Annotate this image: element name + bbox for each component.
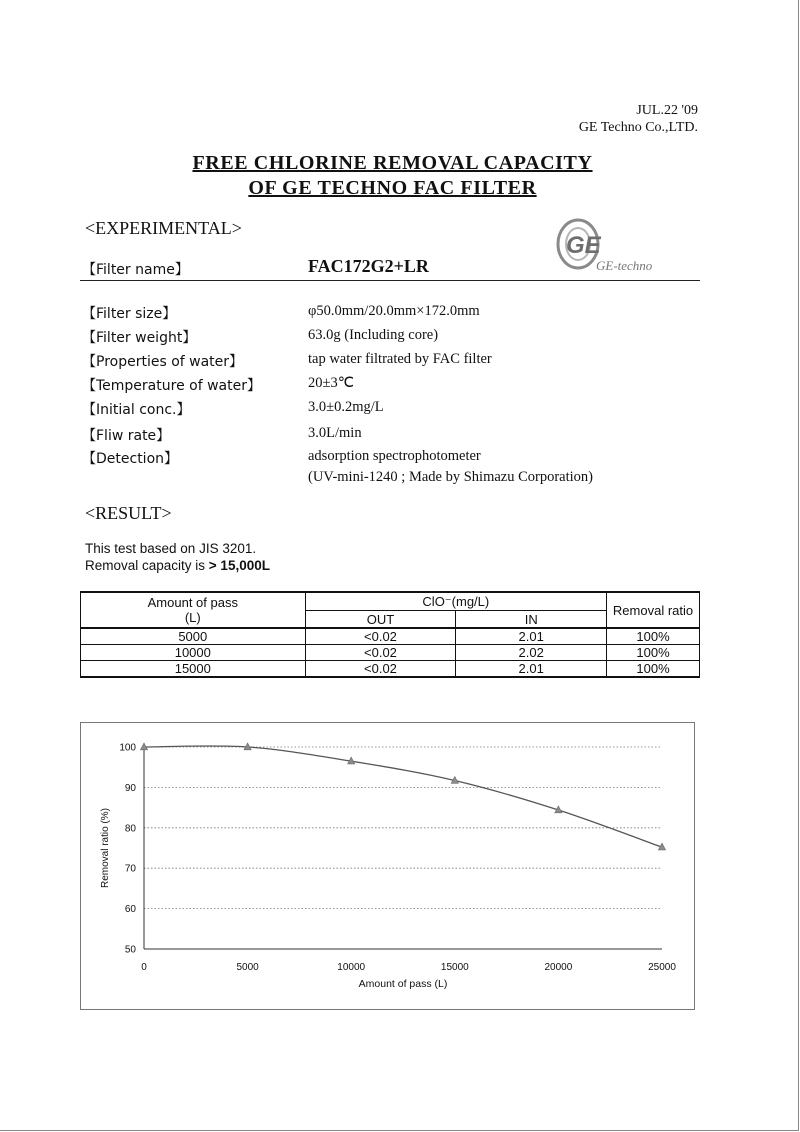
y-tick-label: 50 xyxy=(124,944,136,956)
y-tick-label: 100 xyxy=(119,742,136,754)
cell-out: <0.02 xyxy=(305,628,456,645)
filter-name-value: FAC172G2+LR xyxy=(308,256,429,276)
experimental-heading: <EXPERIMENTAL> xyxy=(85,218,242,238)
ge-techno-logo xyxy=(548,218,678,276)
cell-out: <0.02 xyxy=(305,645,456,661)
x-tick-label: 25000 xyxy=(648,962,676,973)
table-row xyxy=(81,645,700,661)
y-axis-label: Removal ratio (%) xyxy=(100,807,111,889)
cell-in: 2.02 xyxy=(456,645,607,661)
header-removal-ratio: Removal ratio xyxy=(607,592,700,628)
cell-pass: 5000 xyxy=(81,628,306,645)
y-tick-label: 80 xyxy=(124,823,136,835)
spec-value-flow-rate: 3.0L/min xyxy=(308,425,362,441)
series-markers xyxy=(140,743,665,850)
y-tick-label: 90 xyxy=(124,782,136,794)
capacity-value: > 15,000L xyxy=(208,558,270,573)
header-clo-concentration: ClO⁻(mg/L) xyxy=(305,592,606,611)
section-divider xyxy=(80,280,700,281)
table-row xyxy=(81,661,700,678)
result-heading: <RESULT> xyxy=(85,503,172,523)
x-tick-label: 5000 xyxy=(236,962,259,973)
table-row xyxy=(81,628,700,645)
header-out: OUT xyxy=(305,611,456,629)
x-tick-labels xyxy=(141,962,676,973)
header-amount-of-pass xyxy=(81,592,306,628)
spec-value-filter-weight: 63.0g (Including core) xyxy=(308,327,439,343)
spec-value-detection: adsorption spectrophotometer xyxy=(308,448,481,464)
chart-gridlines xyxy=(144,747,662,909)
cell-out: <0.02 xyxy=(305,661,456,678)
svg-text:GE-techno: GE-techno xyxy=(596,258,653,273)
filter-name-label: 【Filter name】 xyxy=(82,262,189,278)
cell-ratio: 100% xyxy=(607,645,700,661)
x-tick-label: 10000 xyxy=(337,962,366,973)
spec-label-water-temperature: 【Temperature of water】 xyxy=(82,378,261,394)
series-line xyxy=(144,746,662,847)
spec-value-initial-conc: 3.0±0.2mg/L xyxy=(308,399,384,415)
spec-label-flow-rate: 【Fliw rate】 xyxy=(82,428,171,444)
spec-value-detection-instrument: (UV-mini-1240 ; Made by Shimazu Corporation) xyxy=(308,469,593,485)
document-title-line1: FREE CHLORINE REMOVAL CAPACITY xyxy=(192,152,593,174)
spec-label-filter-weight: 【Filter weight】 xyxy=(82,330,197,346)
x-tick-label: 0 xyxy=(141,962,147,973)
header-amount-of-pass-line1: Amount of pass xyxy=(147,595,238,610)
y-tick-label: 60 xyxy=(124,904,136,916)
spec-label-filter-size: 【Filter size】 xyxy=(82,306,177,322)
spec-label-water-properties: 【Properties of water】 xyxy=(82,354,244,370)
y-tick-labels xyxy=(119,743,136,956)
x-axis-label: Amount of pass (L) xyxy=(358,978,448,990)
document-date: JUL.22 '09 xyxy=(636,103,698,118)
capacity-prefix: Removal capacity is xyxy=(85,558,209,573)
cell-pass: 15000 xyxy=(81,661,306,678)
svg-text:GE: GE xyxy=(566,232,601,259)
spec-value-water-properties: tap water filtrated by FAC filter xyxy=(308,351,492,367)
result-note-standard: This test based on JIS 3201. xyxy=(85,541,257,556)
spec-value-filter-size: φ50.0mm/20.0mm×172.0mm xyxy=(308,303,480,319)
cell-in: 2.01 xyxy=(456,628,607,645)
cell-ratio: 100% xyxy=(607,628,700,645)
company-name: GE Techno Co.,LTD. xyxy=(578,120,698,135)
results-table xyxy=(80,591,700,678)
x-tick-label: 15000 xyxy=(440,962,469,973)
cell-ratio: 100% xyxy=(607,661,700,678)
y-tick-label: 70 xyxy=(124,863,136,875)
x-tick-label: 20000 xyxy=(544,962,573,973)
spec-label-detection: 【Detection】 xyxy=(82,451,179,467)
document-title-line2: OF GE TECHNO FAC FILTER xyxy=(248,177,537,199)
spec-value-water-temperature: 20±3℃ xyxy=(308,375,354,391)
header-in: IN xyxy=(456,611,607,629)
spec-label-initial-conc: 【Initial conc.】 xyxy=(82,402,191,418)
result-note-capacity xyxy=(85,558,270,573)
cell-pass: 10000 xyxy=(81,645,306,661)
removal-ratio-chart xyxy=(80,722,695,1010)
cell-in: 2.01 xyxy=(456,661,607,678)
header-amount-of-pass-line2: (L) xyxy=(184,610,201,625)
